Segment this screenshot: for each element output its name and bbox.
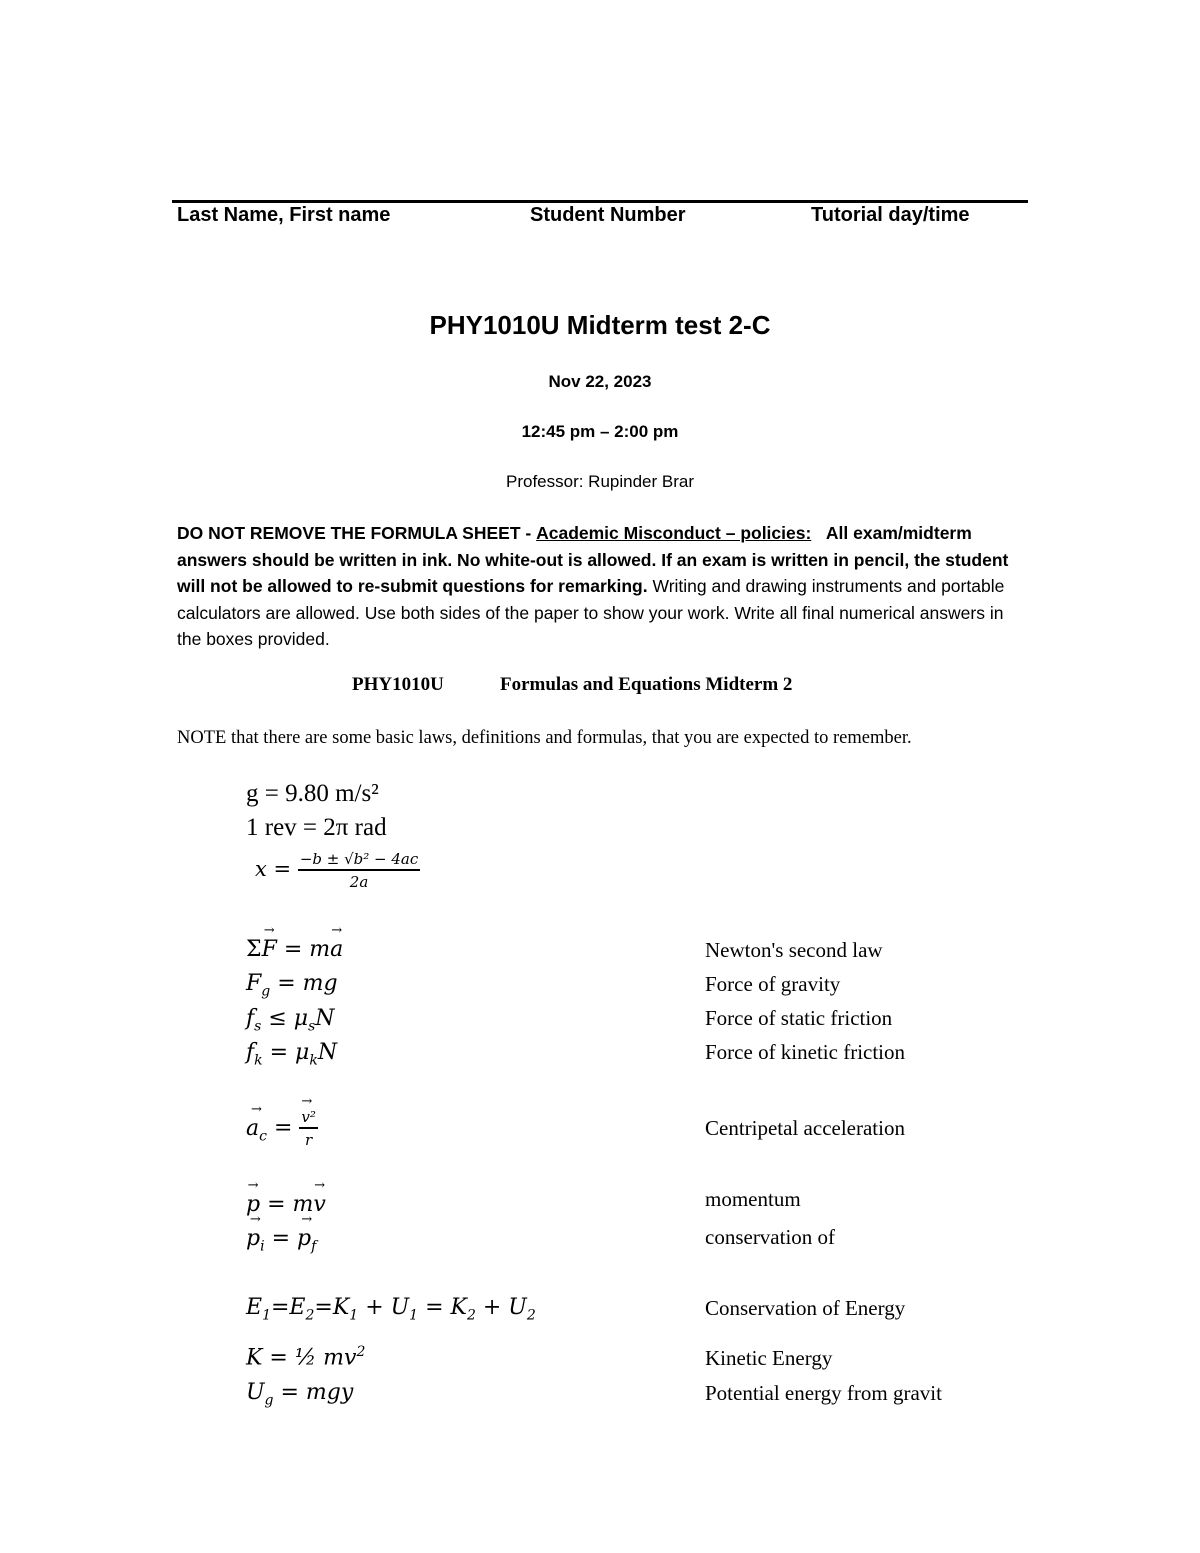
- professor: Professor: Rupinder Brar: [505, 472, 695, 491]
- tutorial-label: Tutorial day/time: [811, 204, 970, 226]
- formula-title: Formulas and Equations Midterm 2: [500, 674, 793, 695]
- desc-energy-conservation: Conservation of Energy: [705, 1296, 906, 1320]
- instructions-lead: DO NOT REMOVE THE FORMULA SHEET -: [177, 523, 532, 543]
- desc-kinetic-energy: Kinetic Energy: [705, 1346, 833, 1370]
- revolution-constant: 1 rev = 2π rad: [246, 814, 387, 841]
- instructions-allowed: Writing and drawing instruments and portable calculators are allowed. Use both sides of the paper to show your work. Write all final numerical answers in the boxes provided.: [177, 576, 1005, 649]
- desc-newton: Newton's second law: [705, 938, 883, 962]
- potential-energy-equation: $U_g$ = mgy: [246, 1380, 354, 1409]
- desc-momentum: momentum: [705, 1187, 801, 1211]
- momentum-equation: → p = m→ v: [246, 1192, 326, 1217]
- centripetal-equation: → $a_c$ = → $\frac{\text{v²}}{r}$: [246, 1108, 318, 1149]
- energy-conservation-equation: $E_1=E_2=K_1 + U_1 = K_2 + U_2$: [246, 1295, 536, 1324]
- desc-centripetal: Centripetal acceleration: [705, 1116, 905, 1140]
- student-number-label: Student Number: [530, 204, 686, 226]
- exam-date: Nov 22, 2023: [548, 372, 652, 391]
- gravity-constant: g = 9.80 m/s²: [246, 780, 379, 807]
- instructions-rules: All exam/midterm answers should be written in ink. No white-out is allowed. If an exam is written in pencil, the student will not be allowed to re-submit questions for remarking.: [177, 523, 1009, 596]
- newton-second-law-equation: Σ→ F = m→ a: [246, 937, 343, 962]
- kinetic-energy-equation: K = ½ $mv^2$: [246, 1344, 366, 1371]
- signature-line: [172, 200, 1028, 203]
- name-label: Last Name, First name: [177, 204, 391, 226]
- desc-kinetic-friction: Force of kinetic friction: [705, 1040, 906, 1064]
- quadratic-fraction: [298, 850, 420, 891]
- desc-gravity-force: Force of gravity: [705, 972, 841, 996]
- exam-time: 12:45 pm – 2:00 pm: [521, 422, 679, 441]
- desc-conservation: conservation of: [705, 1225, 836, 1249]
- kinetic-friction-equation: $f_k = \mu_kN$: [246, 1040, 338, 1069]
- quadratic-lhs: x =: [255, 857, 292, 881]
- instructions-paragraph: [177, 520, 1032, 653]
- quadratic-numerator: −b ± √b² − 4ac: [298, 850, 420, 871]
- quadratic-formula: [255, 850, 420, 891]
- desc-static-friction: Force of static friction: [705, 1006, 893, 1030]
- momentum-conservation-equation: → $p_i$ = → $p_f$: [246, 1226, 316, 1254]
- formula-note: NOTE that there are some basic laws, definitions and formulas, that you are expected to remember.: [177, 728, 912, 748]
- gravity-force-equation: $F_g$ = mg: [246, 971, 338, 1000]
- desc-potential-energy: Potential energy from gravit: [705, 1381, 942, 1405]
- exam-title: PHY1010U Midterm test 2-C: [429, 310, 771, 340]
- static-friction-equation: $f_s \le \mu_sN$: [246, 1006, 335, 1035]
- quadratic-denominator: 2a: [349, 873, 369, 891]
- misconduct-policy-link[interactable]: Academic Misconduct – policies:: [536, 523, 812, 543]
- formula-course: PHY1010U: [352, 674, 444, 695]
